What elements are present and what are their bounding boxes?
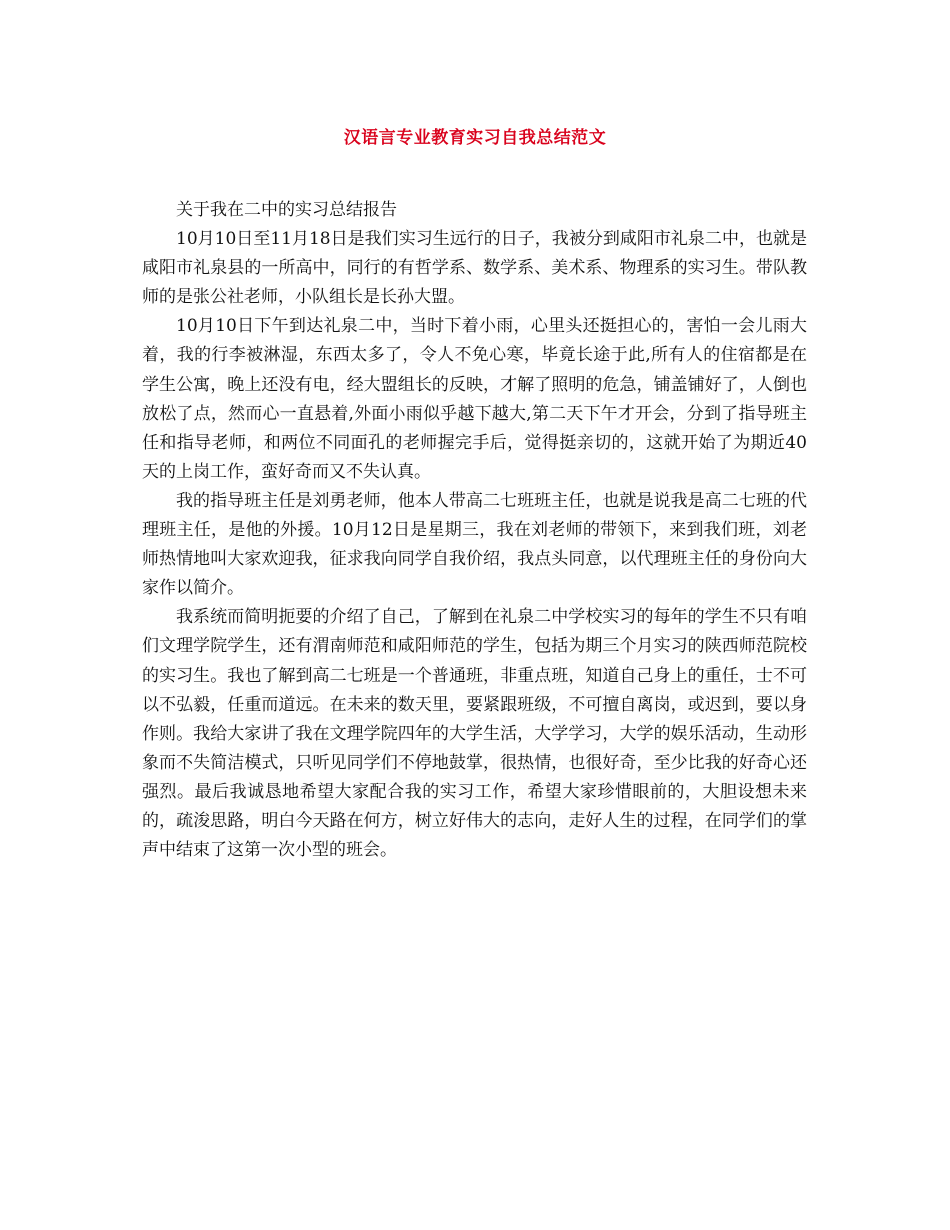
document-title: 汉语言专业教育实习自我总结范文 (343, 128, 607, 148)
paragraph: 我的指导班主任是刘勇老师，他本人带高二七班班主任，也就是说我是高二七班的代理班主任，是他的外援。10月12日是星期三，我在刘老师的带领下，来到我们班，刘老师热情地叫大家欢迎我，征求我向同学自我价绍，我点头同意，以代理班主任的身份向大家作以简介。 (142, 490, 807, 599)
paragraph-heading: 关于我在二中的实习总结报告 (176, 200, 397, 220)
document-body (142, 196, 807, 865)
paragraph: 10月10日至11月18日是我们实习生远行的日子，我被分到咸阳市礼泉二中，也就是咸阳市礼泉县的一所高中，同行的有哲学系、数学系、美术系、物理系的实习生。带队教师的是张公社老师，小队组长是长孙大盟。 (142, 229, 807, 308)
paragraph: 10月10日下午到达礼泉二中，当时下着小雨，心里头还挺担心的，害怕一会儿雨大着，我的行李被淋湿，东西太多了，令人不免心寒，毕竟长途于此,所有人的住宿都是在学生公寓，晚上还没有电，经大盟组长的反映，才解了照明的危急，铺盖铺好了，人倒也放松了点，然而心一直悬着,外面小雨似乎越下越大,第二天下午才开会，分到了指导班主任和指导老师，和两位不同面孔的老师握完手后，觉得挺亲切的，这就开始了为期近40天的上岗工作，蛮好奇而又不失认真。 (142, 316, 807, 482)
paragraph: 我系统而简明扼要的介绍了自己，了解到在礼泉二中学校实习的每年的学生不只有咱们文理学院学生，还有渭南师范和咸阳师范的学生，包括为期三个月实习的陕西师范院校的实习生。我也了解到高二七班是一个普通班，非重点班，知道自己身上的重任，士不可以不弘毅，任重而道远。在未来的数天里，要紧跟班级，不可擅自离岗，或迟到，要以身作则。我给大家讲了我在文理学院四年的大学生活，大学学习，大学的娱乐活动，生动形象而不失简洁模式，只听见同学们不停地鼓掌，很热情，也很好奇，至少比我的好奇心还强烈。最后我诚恳地希望大家配合我的实习工作，希望大家珍惜眼前的，大胆设想未来的，疏浚思路，明白今天路在何方，树立好伟大的志向，走好人生的过程，在同学们的掌声中结束了这第一次小型的班会。 (142, 607, 807, 861)
